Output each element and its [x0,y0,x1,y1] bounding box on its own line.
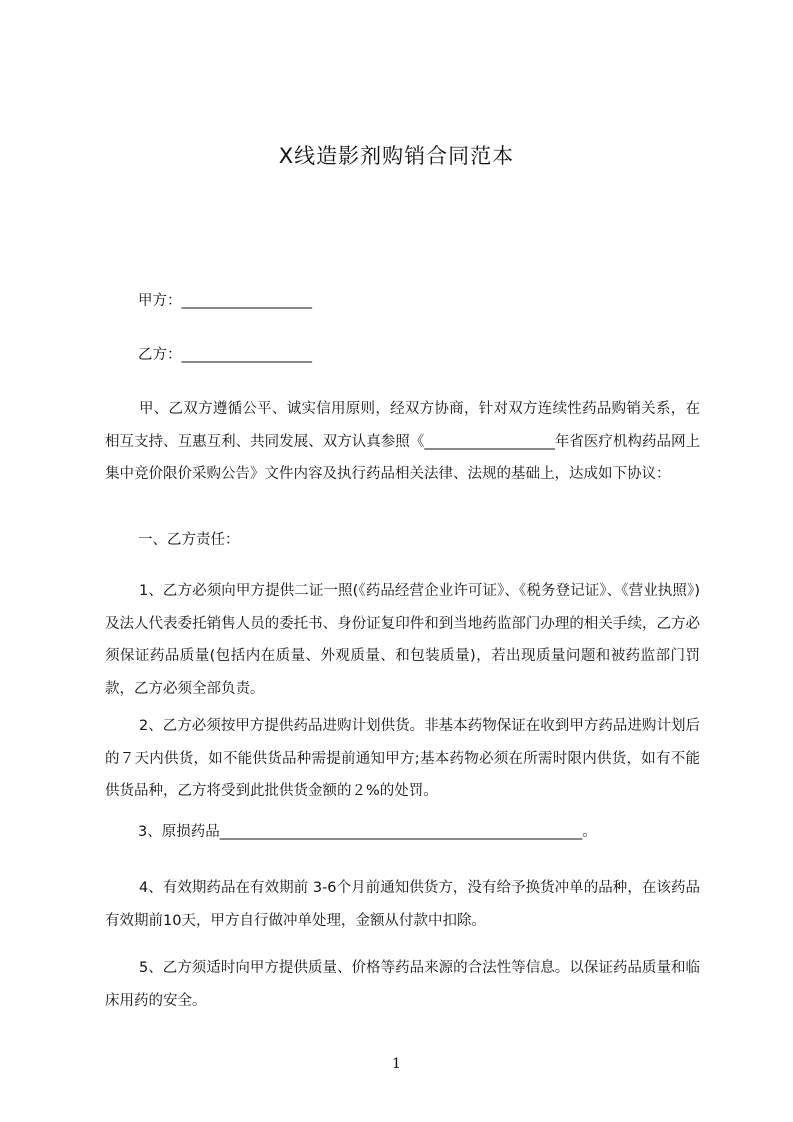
document-title: X线造影剂购销合同范本 [278,144,515,168]
party-b-line: 乙方：__________________ [138,347,312,363]
clause-3-line: 3、原损药品__________________________________________________。 [138,824,597,840]
section-1-heading: 一、乙方责任： [138,532,240,548]
party-a-line: 甲方：__________________ [138,293,312,309]
preamble-block [105,393,700,525]
clause-1-paragraph: 1、乙方必须向甲方提供二证一照(《药品经营企业许可证》、《税务登记证》、《营业执照》)及法人代表委托销售人员的委托书、身份证复印件和到当地药监部门办理的相关手续，乙方必须保证药品质量(包括内在质量、外观质量、和包装质量)，若出现质量问题和被药监部门罚款，乙方必须全部负责。 [105,583,700,697]
clause-5-paragraph: 5、乙方须适时向甲方提供质量、价格等药品来源的合法性等信息。以保证药品质量和临床用药的安全。 [105,960,700,1009]
clause-1-block [105,575,700,707]
page-number: 1 [392,1056,401,1072]
clause-2-paragraph: 2、乙方必须按甲方提供药品进购计划供货。非基本药物保证在收到甲方药品进购计划后的７天内供货，如不能供货品种需提前通知甲方;基本药物必须在所需时限内供货，如有不能供货品种，乙方将受到此批供货金额的２%的处罚。 [105,718,700,799]
preamble-paragraph: 甲、乙双方遵循公平、诚实信用原则，经双方协商，针对双方连续性药品购销关系，在相互支持、互惠互利、共同发展、双方认真参照《__________________年省医疗机构药品网上集中竞价限价采购公告》文件内容及执行药品相关法律、法规的基础上，达成如下协议： [105,401,700,482]
clause-2-block [105,710,700,810]
clause-5-block [105,952,700,1018]
clause-4-paragraph: 4、有效期药品在有效期前 3-6个月前通知供货方，没有给予换货冲单的品种，在该药品有效期前10天，甲方自行做冲单处理，金额从付款中扣除。 [105,880,700,929]
clause-4-block [105,872,700,938]
